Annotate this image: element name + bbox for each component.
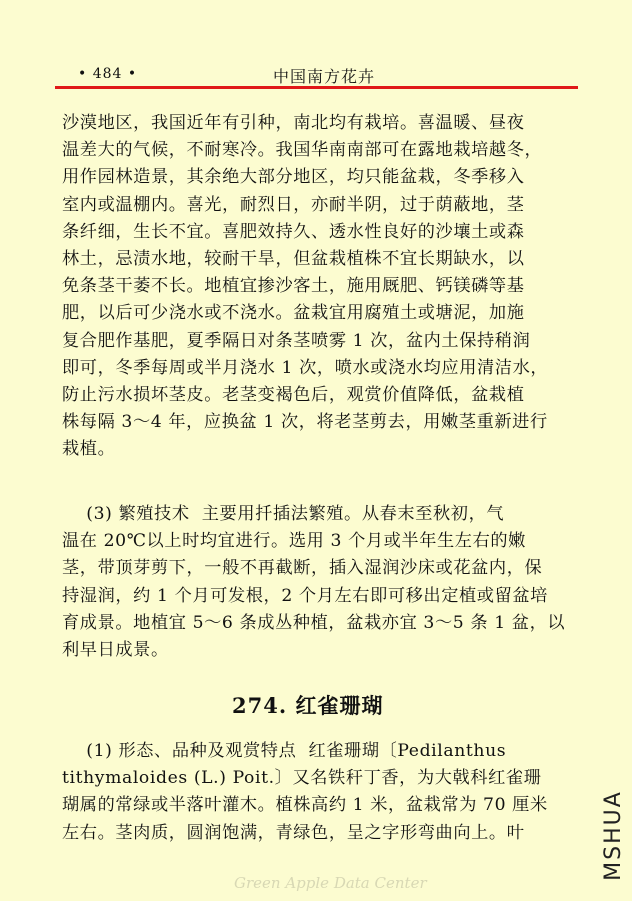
section-title: 274. 红雀珊瑚 xyxy=(232,693,384,718)
running-title: 中国南方花卉 xyxy=(273,67,376,86)
watermark-side-text: MSHUA xyxy=(600,789,626,881)
header-rule xyxy=(55,86,578,89)
watermark-bottom: Green Apple Data Center xyxy=(234,874,427,892)
body-paragraph-2: (3) 繁殖技术 主要用扦插法繁殖。从春末至秋初，气 温在 20℃以上时均宜进行。选用 3 个月或半年生左右的嫩 茎，带顶芽剪下，一般不再截断，插入湿润沙床或花盆内，保 持湿润，约 1 个月可发根，2 个月左右即可移出定植或留盆培 育成景。地植宜 5～6 条成丛种植，盆栽亦宜 3～5 条 1 盆，以 利早日成景。 xyxy=(62,504,566,661)
page-number: • 484 • xyxy=(78,66,138,82)
page-header xyxy=(62,64,577,86)
body-paragraph-3: (1) 形态、品种及观赏特点 红雀珊瑚〔Pedilanthus tithymaloides (L.) Poit.〕又名铁秆丁香，为大戟科红雀珊 瑚属的常绿或半落叶灌木。植株高约 1 米，盆栽常为 70 厘米 左右。茎肉质，圆润饱满，青绿色，呈之字形弯曲向上。叶 xyxy=(62,741,548,843)
watermark-side xyxy=(600,785,626,885)
body-paragraph-1: 沙漠地区，我国近年有引种，南北均有栽培。喜温暖、昼夜 温差大的气候，不耐寒冷。我国华南南部可在露地栽培越冬， 用作园林造景，其余绝大部分地区，均只能盆栽，冬季移入 室内或温棚内。喜光，耐烈日，亦耐半阴，过于荫蔽地，茎 条纤细，生长不宜。喜肥效持久、透水性良好的沙壤土或森 林土，忌渍水地，较耐干旱，但盆栽植株不宜长期缺水，以 免条茎干萎不长。地植宜掺沙客土，施用厩肥、钙镁磷等基 肥，以后可少浇水或不浇水。盆栽宜用腐殖土或塘泥，加施 复合肥作基肥，夏季隔日对条茎喷雾 1 次，盆内土保持稍润 即可，冬季每周或半月浇水 1 次，喷水或浇水均应用清洁水， 防止污水损坏茎皮。老茎变褐色后，观赏价值降低，盆栽植 株每隔 3～4 年，应换盆 1 次，将老茎剪去，用嫩茎重新进行 栽植。 xyxy=(62,113,549,460)
